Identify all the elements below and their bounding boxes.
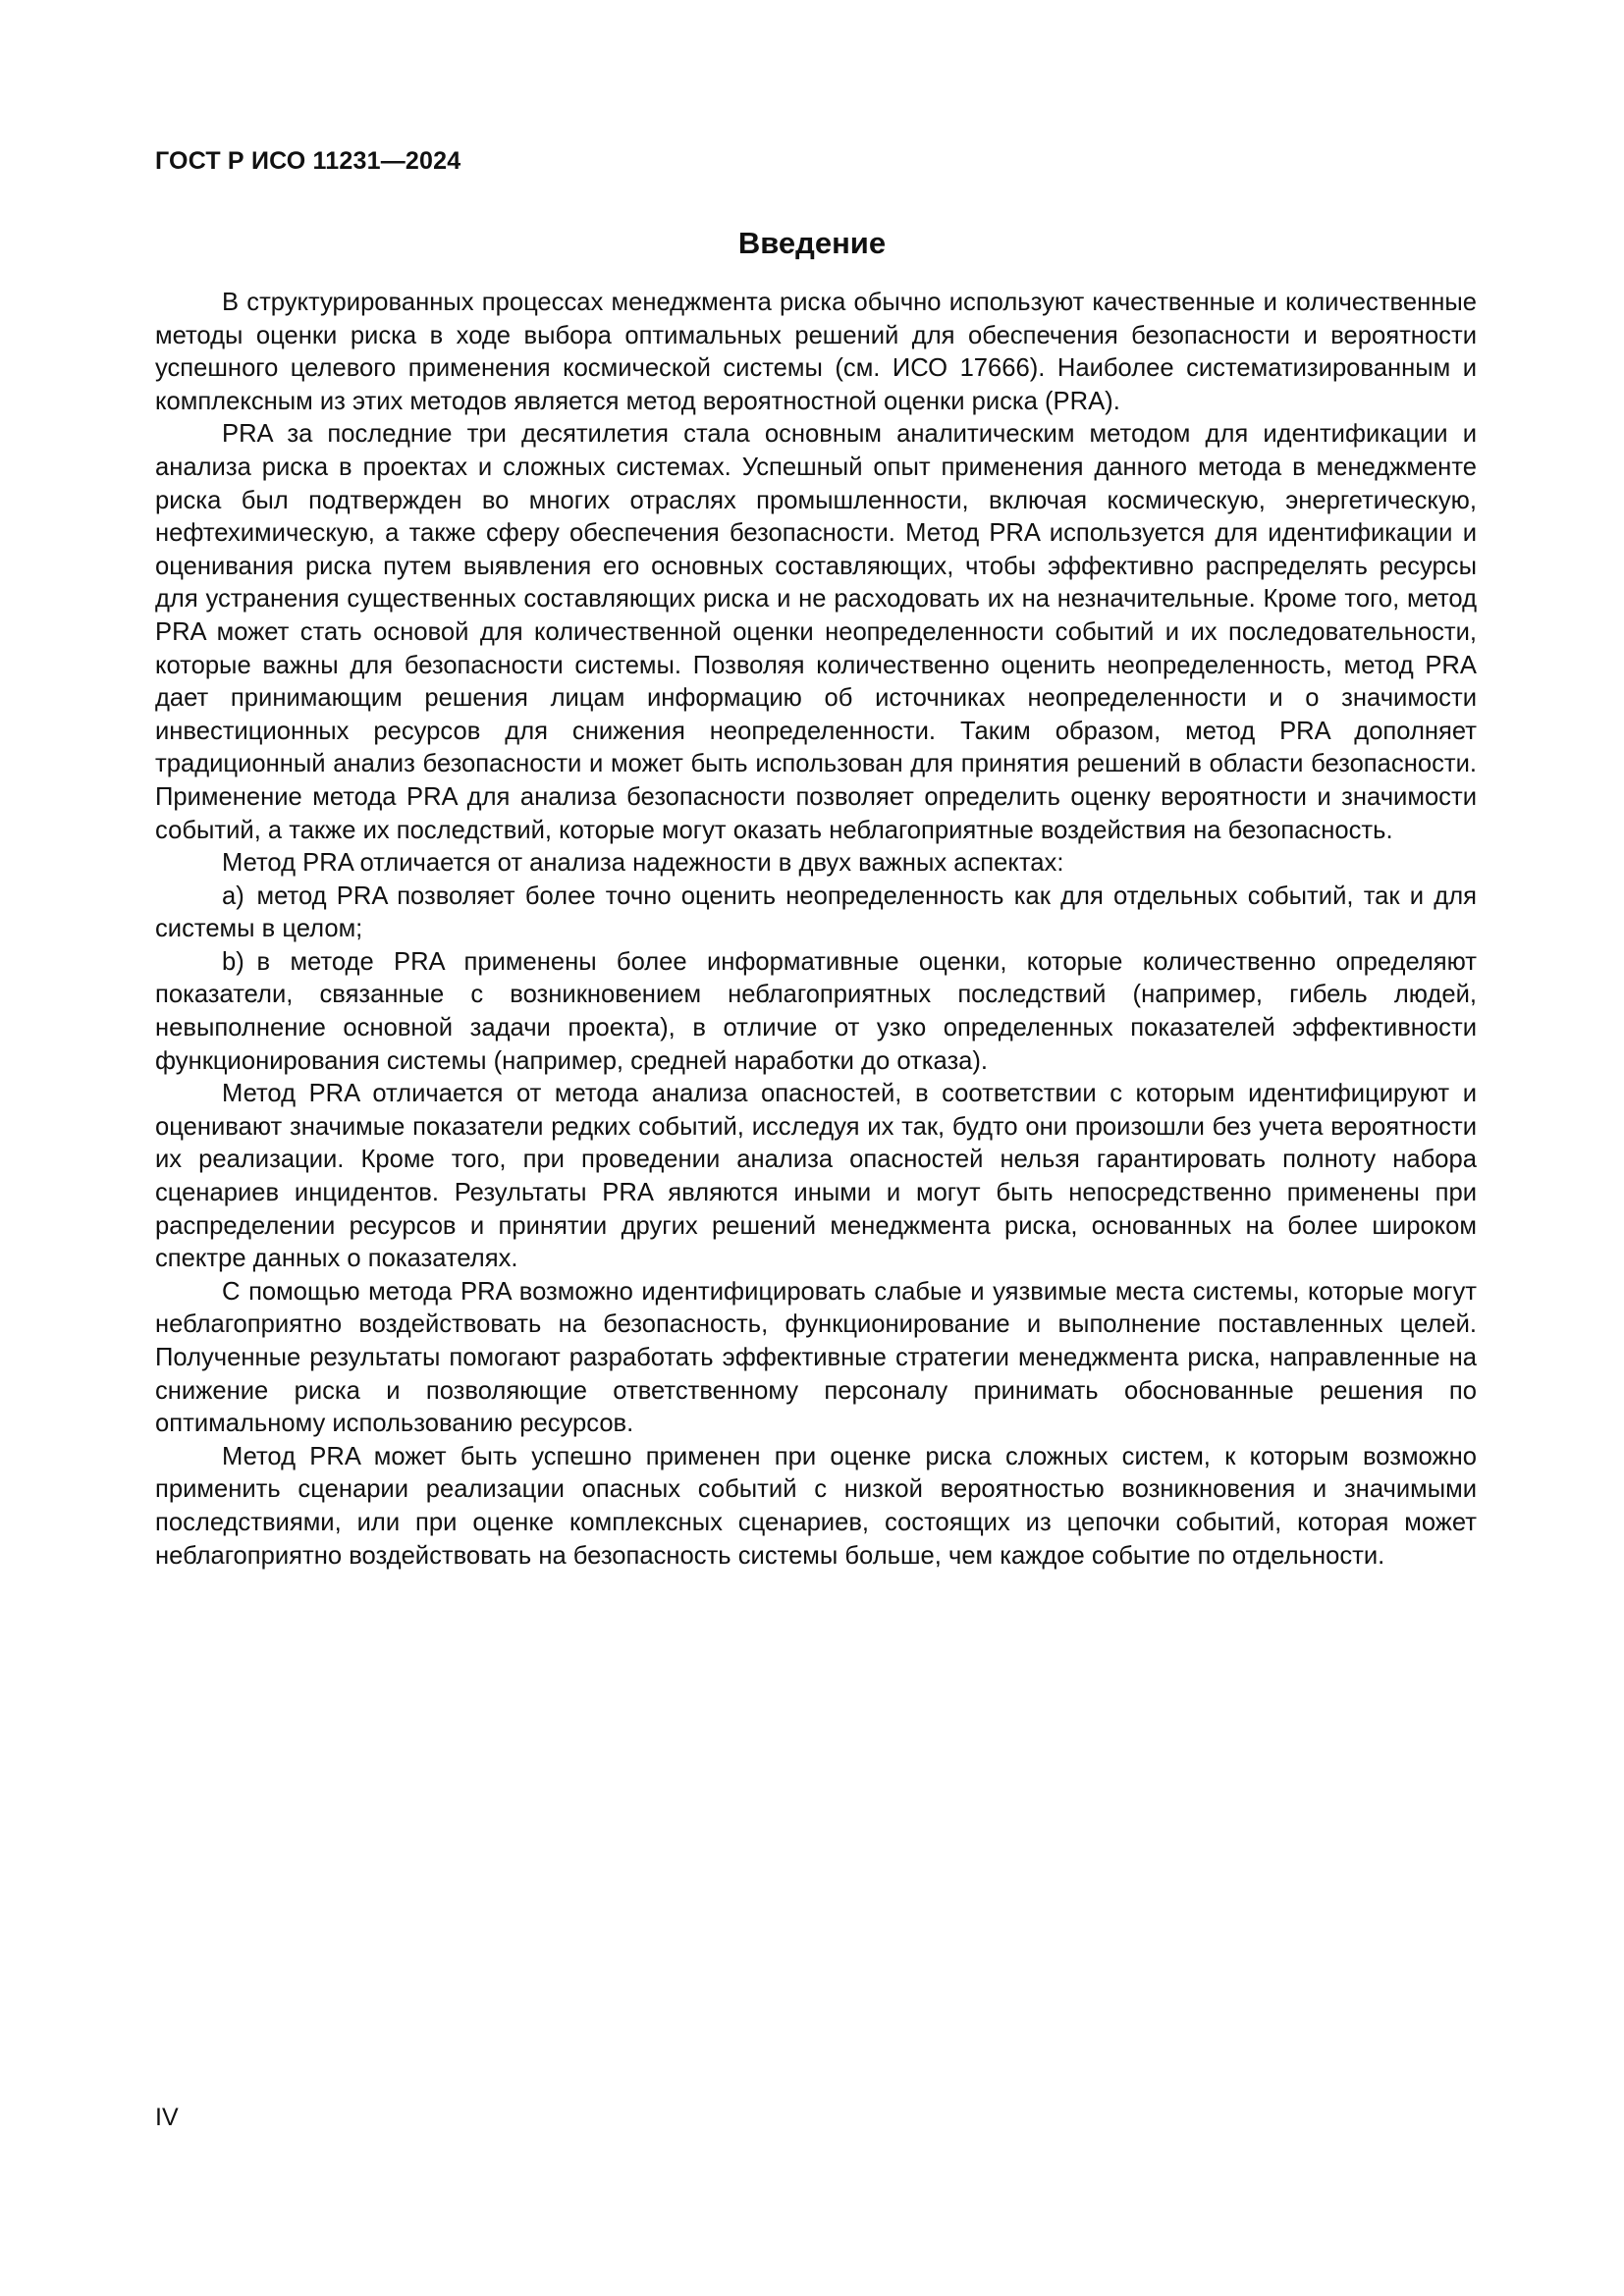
paragraph-hazard-analysis: Метод PRA отличается от метода анализа опасностей, в соответствии с которым идентифицируют и оценивают значимые показатели редких событий, исследуя их так, будто они произошли без учета вероятности их реализации. Кроме того, при проведении анализа опасностей нельзя гарантировать полноту набора сценариев инцидентов. Результаты PRA являются иными и могут быть непосредственно применены при распределении ресурсов и принятии других решений менеджмента риска, основанных на более широком спектре данных о показателях.	[155, 1080, 1477, 1273]
body-text	[155, 287, 1477, 1573]
paragraph-weak-points: С помощью метода PRA возможно идентифицировать слабые и уязвимые места системы, которые могут неблагоприятно воздействовать на безопасность, функционирование и выполнение поставленных целей. Полученные результаты помогают разработать эффективные стратегии менеджмента риска, направленные на снижение риска и позволяющие ответственному персоналу принимать обоснованные решения по оптимальному использованию ресурсов.	[155, 1277, 1477, 1438]
section-title: Введение	[737, 226, 887, 260]
paragraph-pra-overview: PRA за последние три десятилетия стала основным аналитическим методом для идентификации и анализа риска в проектах и сложных системах. Успешный опыт применения данного метода в менеджменте риска был подтвержден во многих отраслях промышленности, включая космическую, энергетическую, нефтехимическую, а также сферу обеспечения безопасности. Метод PRA используется для идентификации и оценивания риска путем выявления его основных составляющих, чтобы эффективно распределять ресурсы для устранения существенных составляющих риска и не расходовать их на незначительные. Кроме того, метод PRA может стать основой для количественной оценки неопределенности событий и их последовательности, которые важны для безопасности системы. Позволяя количественно оценить неопределенность, метод PRA дает принимающим решения лицам информацию об источниках неопределенности и о значимости инвестиционных ресурсов для снижения неопределенности. Таким образом, метод PRA дополняет традиционный анализ безопасности и может быть использован для принятия решений в области безопасности. Применение метода PRA для анализа безопасности позволяет определить оценку вероятности и значимости событий, а также их последствий, которые могут оказать неблагоприятные воздействия на безопасность.	[155, 420, 1477, 844]
paragraph-intro: В структурированных процессах менеджмента риска обычно используют качественные и количественные методы оценки риска в ходе выбора оптимальных решений для обеспечения безопасности и вероятности успешного целевого применения космической системы (см. ИСО 17666). Наиболее систематизированным и комплексным из этих методов является метод вероятностной оценки риска (PRA).	[155, 289, 1477, 415]
list-item-b: b) в методе PRA применены более информативные оценки, которые количественно определяют показатели, связанные с возникновением неблагоприятных последствий (например, гибель людей, невыполнение основной задачи проекта), в отличие от узко определенных показателей эффективности функционирования системы (например, средней наработки до отказа).	[155, 947, 1477, 1075]
page-number: IV	[155, 2104, 179, 2131]
document-standard-id: ГОСТ Р ИСО 11231—2024	[155, 147, 461, 175]
paragraph-application: Метод PRA может быть успешно применен при оценке риска сложных систем, к которым возможно применить сценарии реализации опасных событий с низкой вероятностью возникновения и значимыми последствиями, или при оценке комплексных сценариев, состоящих из цепочки событий, которая может неблагоприятно воздействовать на безопасность системы больше, чем каждое событие по отдельности.	[155, 1442, 1477, 1570]
list-item-a: a) метод PRA позволяет более точно оценить неопределенность как для отдельных событий, так и для системы в целом;	[155, 881, 1477, 943]
paragraph-differences-lead: Метод PRA отличается от анализа надежности в двух важных аспектах:	[222, 849, 1064, 878]
